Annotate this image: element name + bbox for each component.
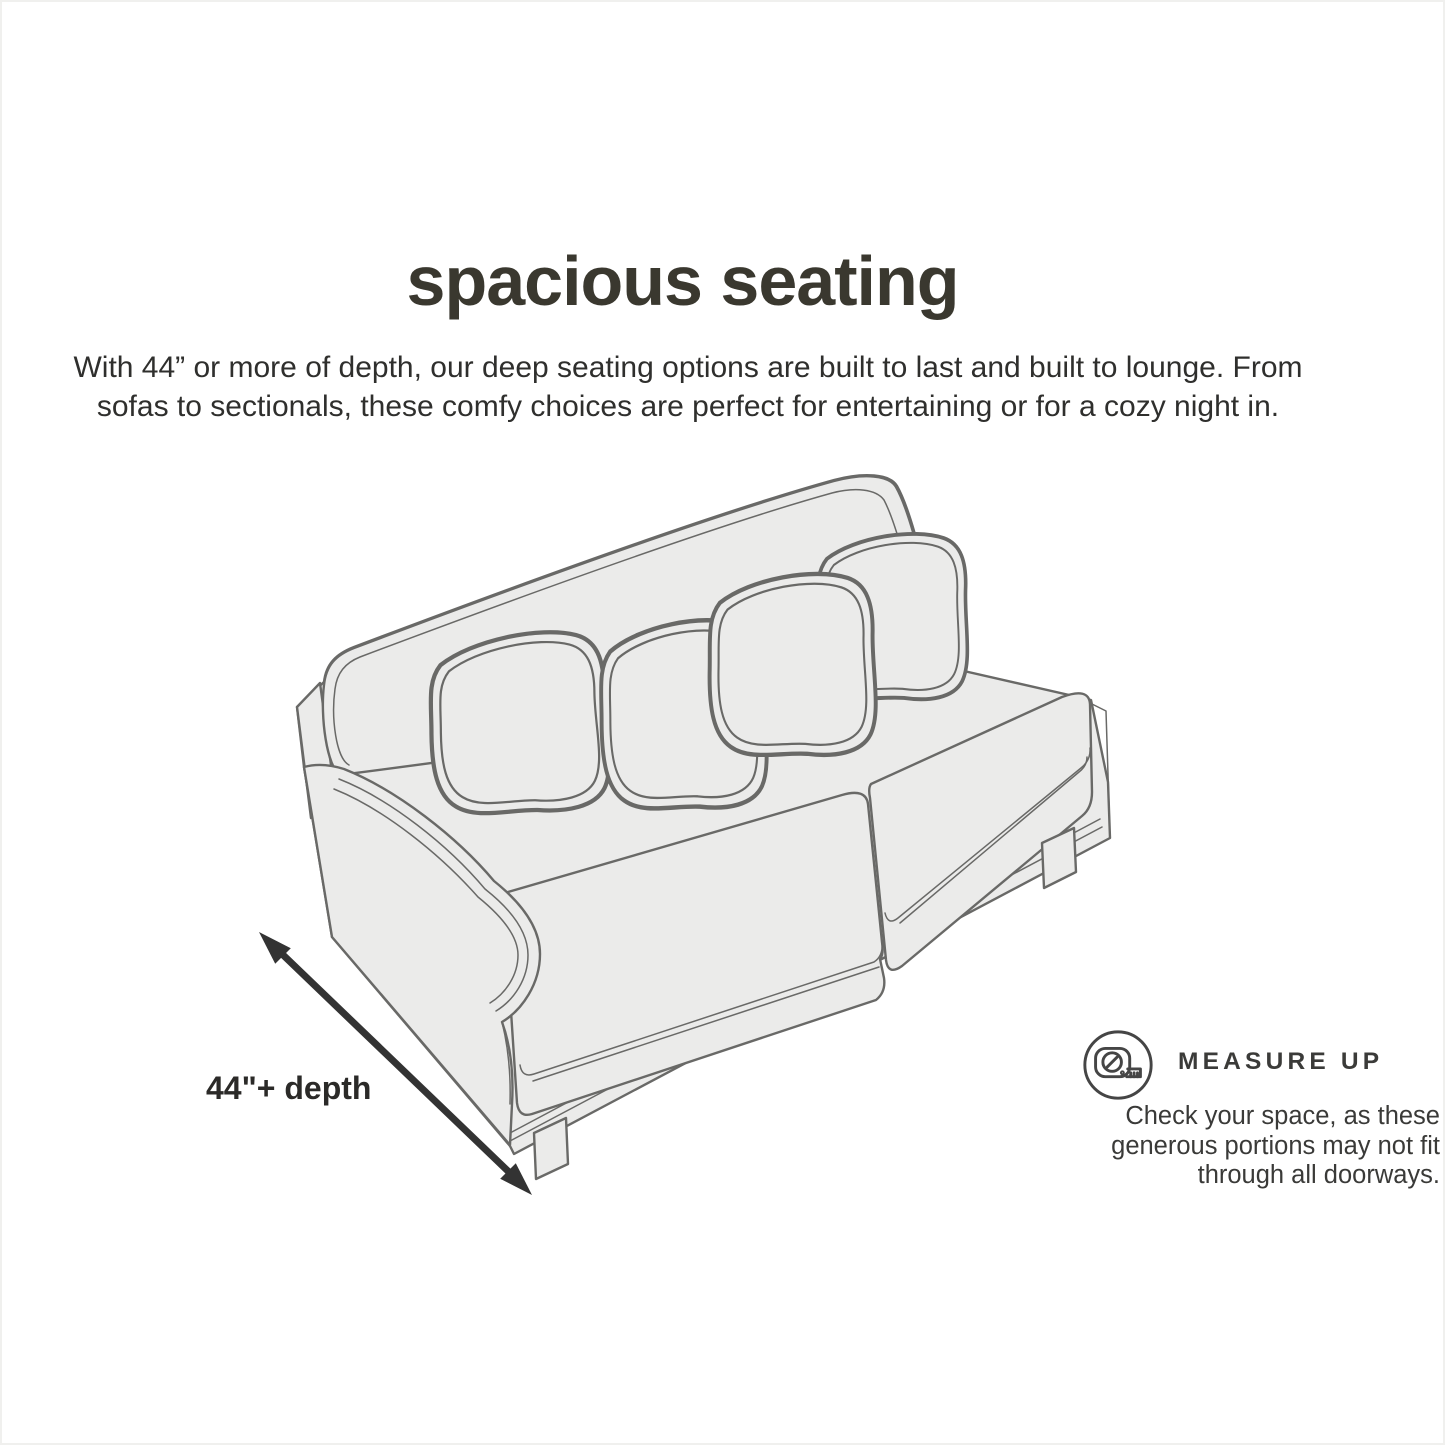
sofa-illustration	[242, 452, 1122, 1212]
measure-up-header	[1021, 1024, 1441, 1104]
intro-line-1: With 44” or more of depth, our deep seating options are built to last and built to lounge. From	[73, 351, 1303, 384]
measure-up-caption	[1021, 1102, 1440, 1191]
depth-dimension-label: 44"+ depth	[206, 1070, 372, 1106]
page-title: spacious seating	[406, 242, 959, 320]
intro-line-2: sofas to sectionals, these comfy choices are perfect for entertaining or for a cozy night in.	[96, 390, 1280, 423]
intro-text	[2, 348, 1374, 426]
caption-line-2: generous portions may not fit	[1111, 1131, 1440, 1160]
back-pillow-3	[700, 569, 883, 765]
measure-up-heading: MEASURE UP	[1178, 1048, 1384, 1075]
sofa-line-drawing	[242, 452, 1122, 1212]
tape-measure-icon	[1079, 1026, 1157, 1104]
caption-line-3: through all doorways.	[1197, 1161, 1440, 1189]
caption-line-1: Check your space, as these	[1125, 1102, 1440, 1130]
